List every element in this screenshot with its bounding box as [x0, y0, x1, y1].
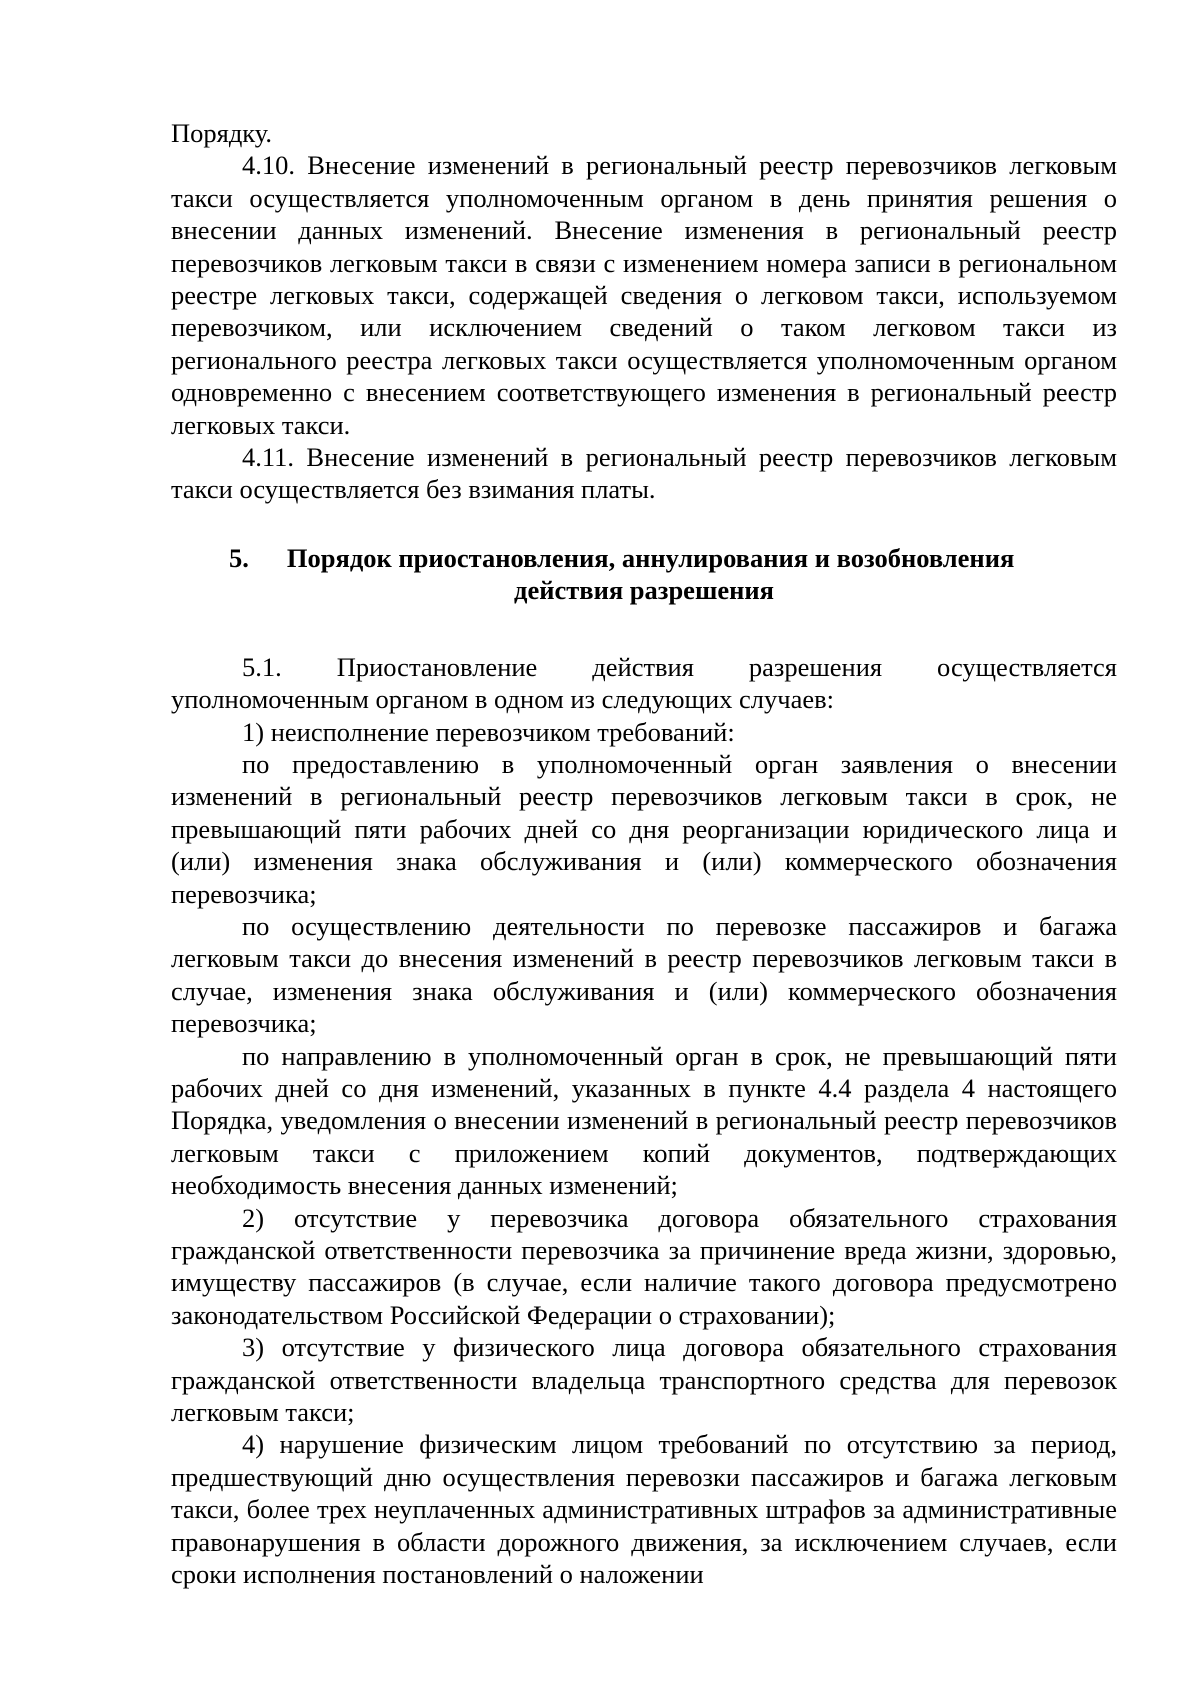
paragraph-4-10: 4.10. Внесение изменений в региональный реестр перевозчиков легковым такси осуществляется уполномоченным органом в день принятия решения о внесении данных изменений. Внесение изменения в региональный реестр перевозчиков легковым такси в связи с изменением номера записи в региональном реестре легковых такси, содержащей сведения о легковом такси, используемом перевозчиком, или исключением сведений о таком легковом такси из регионального реестра легковых такси осуществляется уполномоченным органом одновременно с внесением соответствующего изменения в региональный реестр легковых такси. — [171, 150, 1117, 440]
list-item-4: 4) нарушение физическим лицом требований по отсутствию за период, предшествующий дню осуществления перевозки пассажиров и багажа легковым такси, более трех неуплаченных административных штрафов за административные правонарушения в области дорожного движения, за исключением случаев, если сроки исполнения постановлений о наложении — [171, 1429, 1117, 1590]
list-item-3: 3) отсутствие у физического лица договора обязательного страхования гражданской ответственности владельца транспортного средства для перевозок легковым такси; — [171, 1332, 1117, 1428]
section-5-title-line2: действия разрешения — [514, 575, 774, 606]
list-item-1-c: по направлению в уполномоченный орган в срок, не превышающий пяти рабочих дней со дня изменений, указанных в пункте 4.4 раздела 4 настоящего Порядка, уведомления о внесении изменений в региональный реестр перевозчиков легковым такси с приложением копий документов, подтверждающих необходимость внесения данных изменений; — [171, 1040, 1117, 1201]
list-item-1-a: по предоставлению в уполномоченный орган заявления о внесении изменений в региональный реестр перевозчиков легковым такси в срок, не превышающий пяти рабочих дней со дня реорганизации юридического лица и (или) изменения знака обслуживания и (или) коммерческого обозначения перевозчика; — [171, 748, 1117, 909]
list-item-1-b: по осуществлению деятельности по перевозке пассажиров и багажа легковым такси до внесения изменений в реестр перевозчиков легковым такси в случае, изменения знака обслуживания и (или) коммерческого обозначения перевозчика; — [171, 910, 1117, 1039]
section-5-title-line1: Порядок приостановления, аннулирования и возобновления — [286, 542, 1015, 573]
document-body — [171, 117, 1117, 1590]
paragraph-4-11: 4.11. Внесение изменений в региональный реестр перевозчиков легковым такси осуществляется без взимания платы. — [171, 442, 1117, 505]
list-item-2: 2) отсутствие у перевозчика договора обязательного страхования гражданской ответственности перевозчика за причинение вреда жизни, здоровью, имуществу пассажиров (в случае, если наличие такого договора предусмотрено законодательством Российской Федерации о страховании); — [171, 1202, 1117, 1330]
section-5-heading — [171, 542, 1117, 607]
paragraph-intro: Порядку. — [171, 118, 273, 148]
paragraph-5-1: 5.1. Приостановление действия разрешения осуществляется уполномоченным органом в одном из следующих случаев: — [171, 651, 1117, 715]
list-item-1: 1) неисполнение перевозчиком требований: — [242, 716, 735, 747]
section-5-number: 5. — [229, 542, 249, 573]
section-5-heading-line1 — [171, 542, 1117, 574]
